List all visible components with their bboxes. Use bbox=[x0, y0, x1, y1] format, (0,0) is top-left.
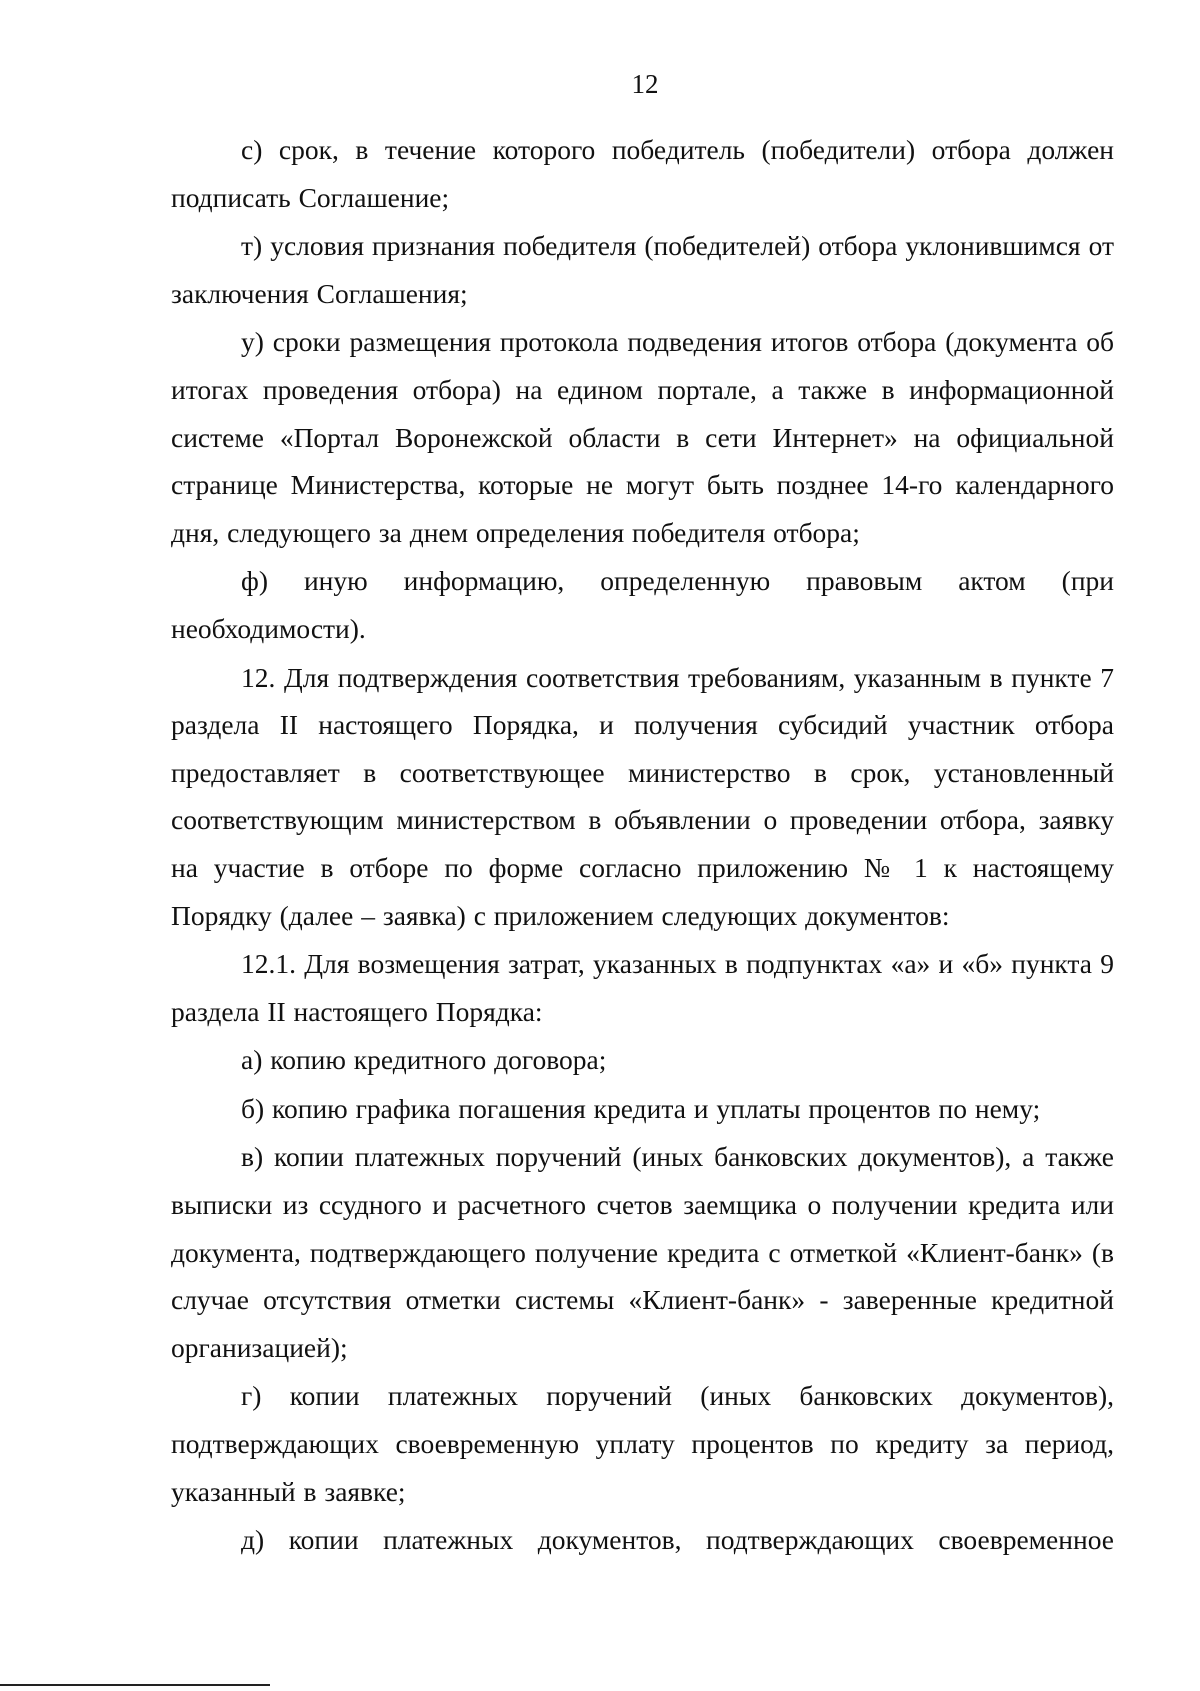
paragraph-f: ф) иную информацию, определенную правовым актом (при необходимости). bbox=[171, 565, 1114, 644]
bottom-divider bbox=[0, 1684, 270, 1686]
paragraph-s: с) срок, в течение которого победитель (победители) отбора должен подписать Соглашение; bbox=[171, 134, 1114, 213]
paragraph-d: д) копии платежных документов, подтверждающих своевременное bbox=[241, 1524, 1114, 1556]
paragraph-12: 12. Для подтверждения соответствия требованиям, указанным в пункте 7 раздела II настоящего Порядка, и получения субсидий участник отбора предоставляет в соответствующее министерство в срок, установленный соответствующим министерством в объявлении о проведении отбора, заявку на участие в отборе по форме согласно приложению № 1 к настоящему Порядку (далее – заявка) с приложением следующих документов: bbox=[171, 661, 1114, 931]
paragraph-t: т) условия признания победителя (победителей) отбора уклонившимся от заключения Соглашения; bbox=[171, 230, 1114, 309]
paragraph-v: в) копии платежных поручений (иных банковских документов), а также выписки из ссудного и расчетного счетов заемщика о получении кредита или документа, подтверждающего получение кредита с отметкой «Клиент-банк» (в случае отсутствия отметки системы «Клиент-банк» - заверенные кредитной организацией); bbox=[171, 1141, 1114, 1363]
paragraph-12-1: 12.1. Для возмещения затрат, указанных в подпунктах «а» и «б» пункта 9 раздела II настоящего Порядка: bbox=[171, 948, 1114, 1027]
paragraph-g: г) копии платежных поручений (иных банковских документов), подтверждающих своевременную уплату процентов по кредиту за период, указанный в заявке; bbox=[171, 1380, 1114, 1507]
page-number: 12 bbox=[631, 69, 659, 99]
paragraph-u: у) сроки размещения протокола подведения итогов отбора (документа об итогах проведения отбора) на едином портале, а также в информационной системе «Портал Воронежской области в сети Интернет» на официальной странице Министерства, которые не могут быть позднее 14-го календарного дня, следующего за днем определения победителя отбора; bbox=[171, 326, 1114, 548]
paragraph-a: а) копию кредитного договора; bbox=[241, 1044, 607, 1076]
paragraph-b: б) копию графика погашения кредита и уплаты процентов по нему; bbox=[241, 1092, 1041, 1124]
document-body bbox=[171, 126, 1114, 1565]
